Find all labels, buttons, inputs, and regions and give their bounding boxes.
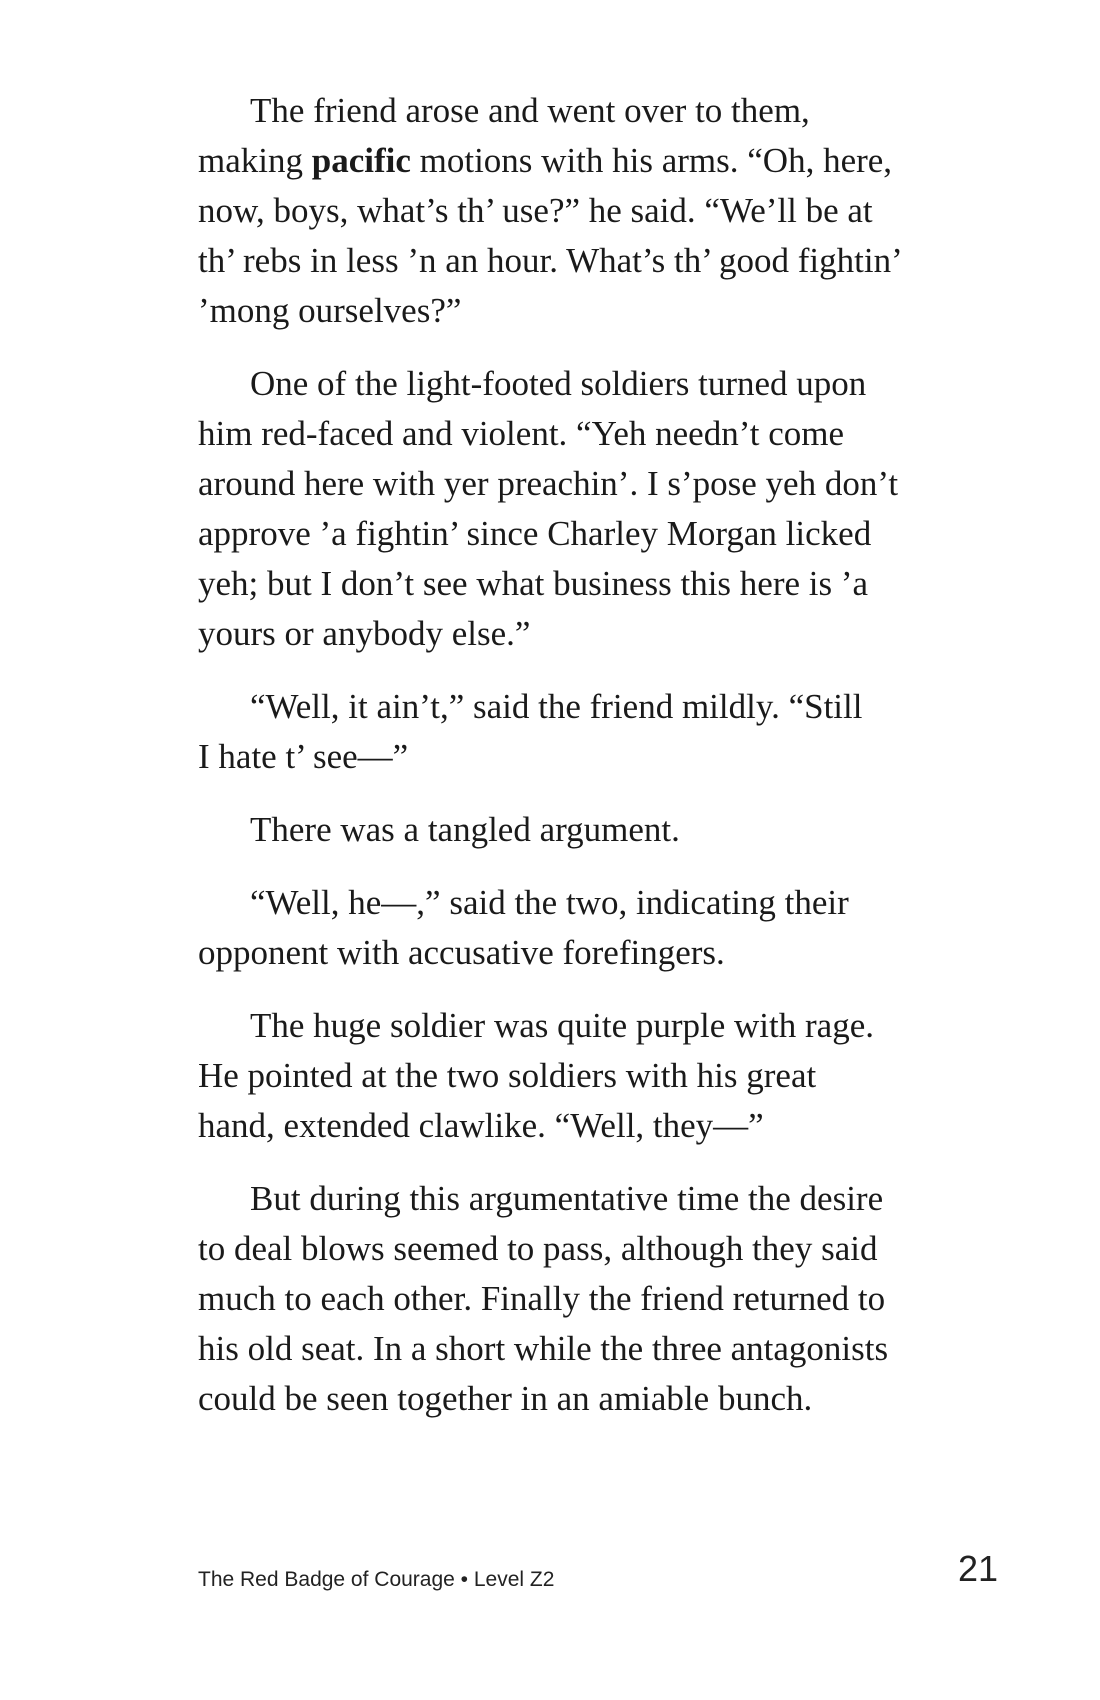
text-fragment: motions with his arms. “Oh, here, [410,141,893,180]
story-text [198,86,998,1447]
text-line: yeh; but I don’t see what business this here is ’a [198,564,869,603]
text-line: ’mong ourselves?” [198,291,462,330]
text-line: his old seat. In a short while the three antagonists [198,1329,889,1368]
text-line: much to each other. Finally the friend returned to [198,1279,886,1318]
text-line: him red-faced and violent. “Yeh needn’t come [198,414,844,453]
text-line: could be seen together in an amiable bunch. [198,1379,813,1418]
text-line: approve ’a fightin’ since Charley Morgan licked [198,514,872,553]
text-line: The friend arose and went over to them, [250,91,810,130]
text-line: One of the light-footed soldiers turned upon [250,364,867,403]
text-line [198,136,998,186]
footer-book-title: The Red Badge of Courage • Level Z2 [198,1568,555,1591]
text-line: The huge soldier was quite purple with rage. [250,1006,874,1045]
paragraph-4 [198,805,998,855]
text-line: yours or anybody else.” [198,614,531,653]
paragraph-7 [198,1174,998,1424]
vocabulary-word: pacific [311,141,411,180]
text-line: He pointed at the two soldiers with his great [198,1056,817,1095]
paragraph-3 [198,682,998,782]
text-line: opponent with accusative forefingers. [198,933,725,972]
text-line: th’ rebs in less ’n an hour. What’s th’ good fightin’ [198,241,903,280]
paragraph-6 [198,1001,998,1151]
text-line: There was a tangled argument. [250,810,680,849]
text-line: now, boys, what’s th’ use?” he said. “We’ll be at [198,191,873,230]
page-number: 21 [957,1548,998,1589]
text-line: to deal blows seemed to pass, although they said [198,1229,878,1268]
text-line: I hate t’ see—” [198,737,409,776]
text-line: “Well, it ain’t,” said the friend mildly. “Still [250,687,863,726]
paragraph-1 [198,86,998,336]
text-line: around here with yer preachin’. I s’pose yeh don’t [198,464,899,503]
paragraph-5 [198,878,998,978]
paragraph-2 [198,359,998,659]
text-line: But during this argumentative time the desire [250,1179,884,1218]
text-line: hand, extended clawlike. “Well, they—” [198,1106,764,1145]
text-fragment: making [198,141,312,180]
text-line: “Well, he—,” said the two, indicating their [250,883,849,922]
